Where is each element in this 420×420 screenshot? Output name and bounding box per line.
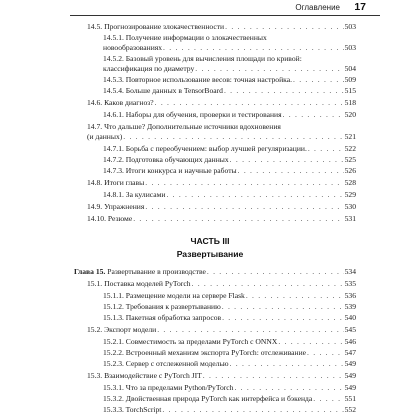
chapter-number: Глава 15. — [74, 267, 106, 276]
toc-entry — [103, 292, 356, 300]
toc-entry — [103, 395, 356, 403]
running-title: Оглавление — [295, 3, 340, 12]
toc-entry-page: 545 — [344, 325, 356, 334]
toc-entry — [103, 303, 356, 311]
toc-entry-title: 14.6.1. Наборы для обучения, проверки и тестирования — [103, 110, 282, 119]
toc-entry — [87, 99, 356, 107]
toc-entry-page: 546 — [344, 337, 356, 346]
toc-entry-title: 15.2.3. Сервер с отслеженной моделью — [103, 359, 229, 368]
toc-entry — [87, 326, 356, 334]
toc-entry-title: 15.3.1. Что за пределами Python/PyTorch — [103, 383, 234, 392]
toc-entry — [103, 145, 356, 153]
toc-entry-page: 509 — [344, 75, 356, 84]
toc-entry — [87, 133, 356, 141]
toc-entry-page: 552 — [344, 405, 356, 414]
toc-entry-title: 14.6. Каков диагноз? — [87, 98, 154, 107]
toc-entry-page: 503 — [344, 22, 356, 31]
toc-entry — [103, 167, 356, 175]
toc-entry-page: 530 — [344, 202, 356, 211]
toc-entry-page: 503 — [344, 43, 356, 52]
toc-entry-continuation: классификация по диаметру — [103, 64, 195, 73]
toc-entry-page: 515 — [344, 86, 356, 95]
toc-entry-page: 536 — [344, 291, 356, 300]
toc-entry-title: 14.5. Прогнозирование злокачественности — [87, 22, 225, 31]
toc-entry-page: 539 — [344, 302, 356, 311]
page-number: 17 — [354, 1, 366, 13]
toc-entry-page: 540 — [344, 313, 356, 322]
toc-entry — [103, 360, 356, 368]
toc-entry-page: 547 — [344, 348, 356, 357]
toc-entry-page: 522 — [344, 144, 356, 153]
toc-entry-page: 529 — [344, 190, 356, 199]
toc-entry — [103, 87, 356, 95]
toc-entry — [103, 44, 356, 52]
toc-entry — [103, 384, 356, 392]
toc-entry — [87, 280, 356, 288]
toc-entry-title: 15.1. Поставка моделей PyTorch — [87, 279, 191, 288]
part-heading — [0, 236, 420, 259]
toc-entry-page: 520 — [344, 110, 356, 119]
toc-entry-page: 549 — [344, 359, 356, 368]
toc-entry — [87, 215, 356, 223]
toc-entry-page: 504 — [344, 64, 356, 73]
toc-chapter-entry — [74, 268, 356, 276]
toc-entry-title: 14.10. Резюме — [87, 214, 133, 223]
toc-entry-title: 14.9. Упражнения — [87, 202, 145, 211]
toc-entry-page: 551 — [344, 394, 356, 403]
toc-entry — [103, 314, 356, 322]
toc-entry-page: 528 — [344, 178, 356, 187]
toc-entry-title: 15.1.3. Пакетная обработка запросов — [103, 313, 222, 322]
toc-entry — [103, 65, 356, 73]
toc-entry — [103, 76, 356, 84]
toc-entry — [103, 156, 356, 164]
toc-entry-title: 14.8. Итоги главы — [87, 178, 145, 187]
toc-entry-title: 14.7. Что дальше? Дополнительные источники вдохновения — [87, 122, 281, 131]
toc-entry-title: 14.5.4. Больше данных в TensorBoard — [103, 86, 223, 95]
toc-entry — [103, 191, 356, 199]
toc-entry-title: 14.8.1. За кулисами — [103, 190, 166, 199]
toc-entry — [87, 23, 356, 31]
toc-entry — [87, 372, 356, 380]
toc-entry-title: 15.2.1. Совместимость за пределами PyTorch с ONNX — [103, 337, 278, 346]
toc-entry-title: 15.2. Экспорт модели — [87, 325, 157, 334]
toc-entry — [103, 406, 356, 414]
toc-entry-title: 14.7.1. Борьба с переобучением: выбор лучшей регуляризации. — [103, 144, 307, 153]
toc-entry-page: 531 — [344, 214, 356, 223]
toc-entry-title: 15.2.2. Встроенный механизм экспорта PyTorch: отслеживание — [103, 348, 307, 357]
toc-entry-page: 525 — [344, 155, 356, 164]
toc-entry-page: 549 — [344, 371, 356, 380]
toc-entry-title: 14.5.1. Получение информации о злокачественных — [103, 33, 267, 42]
toc-entry-page: 521 — [344, 132, 356, 141]
toc-entry-page: 518 — [344, 98, 356, 107]
toc-entry-page: 534 — [344, 267, 356, 276]
toc-entry-title: 14.5.2. Базовый уровень для вычисления площади по кривой: — [103, 54, 302, 63]
toc-entry — [103, 111, 356, 119]
part-title: Развертывание — [176, 249, 244, 259]
toc-entry — [103, 349, 356, 357]
toc-entry-title: Развертывание в производстве — [107, 267, 206, 276]
toc-entry-title: 15.3.3. TorchScript — [103, 405, 162, 414]
toc-entry-title: 14.7.3. Итоги конкурса и научные работы — [103, 166, 237, 175]
toc-entry-page: 526 — [344, 166, 356, 175]
toc-entry-page: 549 — [344, 383, 356, 392]
toc-entry — [87, 179, 356, 187]
toc-entry-title: 14.5.3. Повторное использование весов: точная настройка. — [103, 75, 292, 84]
toc-entry — [87, 203, 356, 211]
toc-entry-title: 14.7.2. Подготовка обучающих данных — [103, 155, 229, 164]
toc-entry-title: 15.3.2. Двойственная природа PyTorch как интерфейса и бэкенда — [103, 394, 313, 403]
toc-entry-page: 535 — [344, 279, 356, 288]
toc-entry-title: 15.3. Взаимодействие с PyTorch JIT — [87, 371, 202, 380]
toc-entry-continuation: (и данных) — [87, 132, 123, 141]
toc-entry — [103, 338, 356, 346]
toc-entry-title: 15.1.2. Требования к развертыванию — [103, 302, 221, 311]
part-label: ЧАСТЬ III — [190, 236, 230, 246]
toc-entry-continuation: новообразованиях — [103, 43, 163, 52]
toc-entry-title: 15.1.1. Размещение модели на сервере Flask — [103, 291, 245, 300]
